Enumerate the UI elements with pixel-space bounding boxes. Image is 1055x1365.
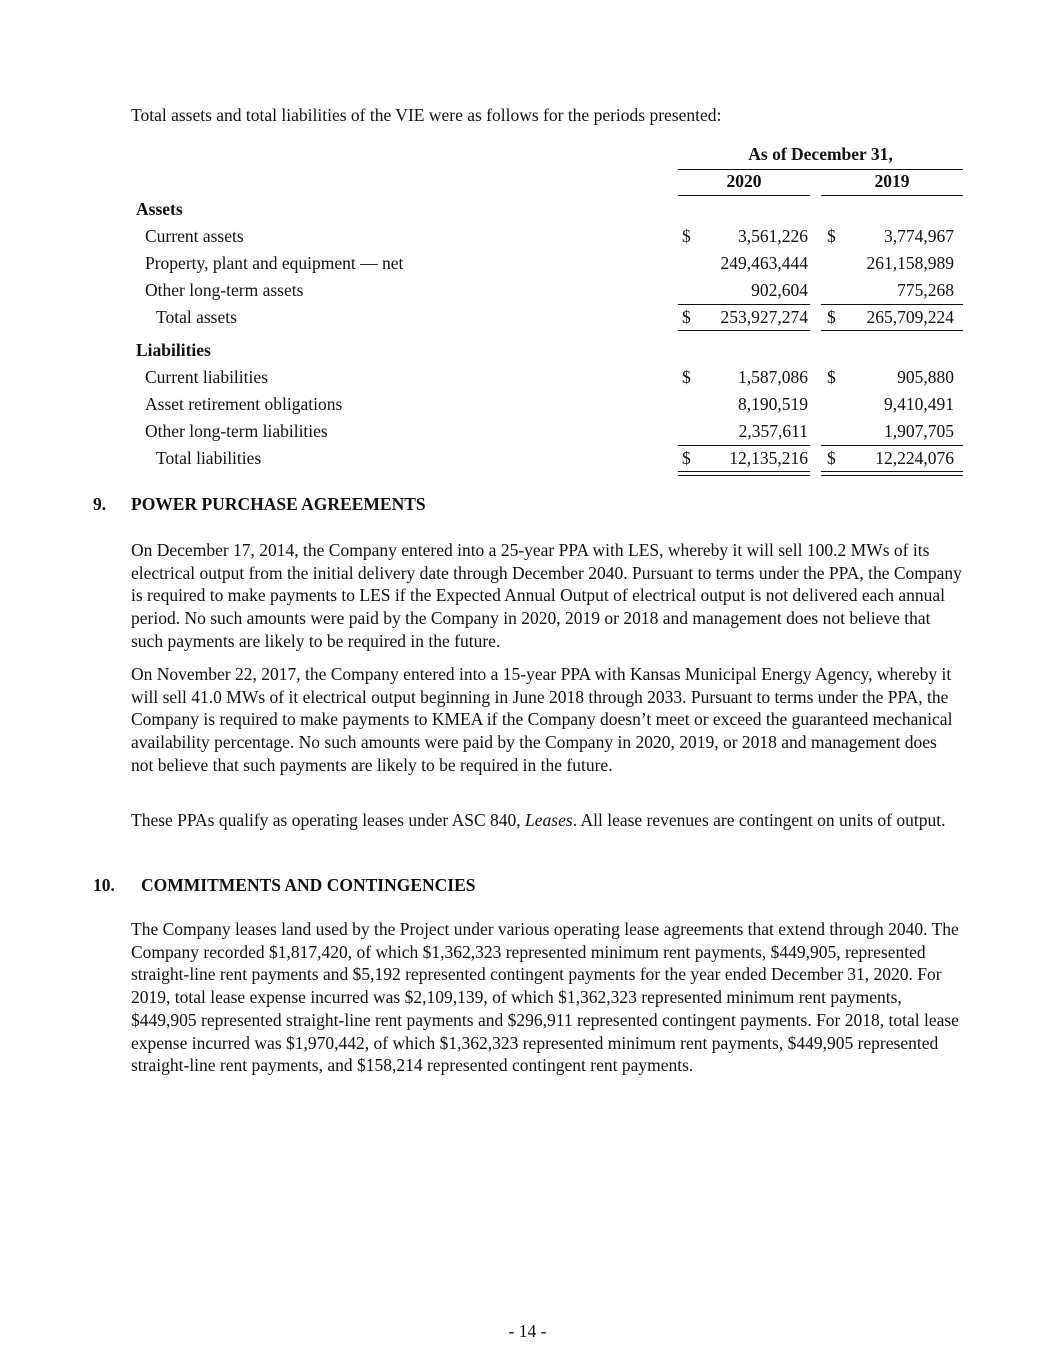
total-liabilities-2020: 12,135,216	[729, 448, 808, 468]
row-label: Property, plant and equipment — net	[145, 253, 404, 273]
total-rule-2020	[678, 330, 810, 331]
value-2020: 3,561,226	[738, 226, 808, 246]
currency-2019: $	[827, 367, 836, 387]
section-9-paragraph-2: On November 22, 2017, the Company entered into a 15-year PPA with Kansas Municipal Energy Agency, whereby it will sell 41.0 MWs of it electrical output beginning in June 2018 through 2033. Pursuant to terms under the PPA, the Company is required to make payments to KMEA if the Company doesn’t meet or exceed the guaranteed mechanical availability percentage. No such amounts were paid by the Company in 2020, 2019, or 2018 and management does not believe that such payments are likely to be required in the future.	[131, 664, 953, 775]
total-liabilities-label: Total liabilities	[156, 448, 262, 468]
double-rule-bottom-2019	[821, 475, 963, 476]
assets-heading: Assets	[136, 199, 183, 219]
double-rule-top-2020	[678, 471, 810, 472]
value-2020: 902,604	[751, 280, 808, 300]
currency-2020: $	[682, 448, 691, 468]
section-9-paragraph-3	[131, 809, 963, 832]
row-label: Asset retirement obligations	[145, 394, 343, 414]
section-9-paragraph-1: On December 17, 2014, the Company entered into a 25-year PPA with LES, whereby it will sell 100.2 MWs of its electrical output from the initial delivery date through December 2040. Pursuant to terms under the PPA, the Company is required to make payments to LES if the Expected Annual Output of electrical output is not delivered each annual period. No such amounts were paid by the Company in 2020, 2019 or 2018 and management does not believe that such payments are likely to be required in the future.	[131, 540, 962, 651]
liabilities-heading-row	[131, 337, 963, 363]
table-group-header: As of December 31,	[748, 144, 893, 164]
value-2019: 3,774,967	[884, 226, 954, 246]
currency-2020: $	[682, 226, 691, 246]
value-2019: 261,158,989	[866, 253, 954, 273]
value-2020: 8,190,519	[738, 394, 808, 414]
table-row	[131, 418, 963, 444]
section-9-title: POWER PURCHASE AGREEMENTS	[131, 494, 426, 514]
p3-text-italic: Leases	[525, 810, 573, 830]
currency-2019: $	[827, 226, 836, 246]
total-liabilities-row	[131, 445, 963, 471]
currency-2020: $	[682, 367, 691, 387]
table-row	[131, 391, 963, 417]
section-10-number: 10.	[93, 875, 115, 895]
currency-2019: $	[827, 307, 836, 327]
value-2020: 2,357,611	[738, 421, 808, 441]
value-2019: 905,880	[897, 367, 954, 387]
value-2020: 1,587,086	[738, 367, 808, 387]
total-assets-2020: 253,927,274	[720, 307, 808, 327]
table-row	[131, 364, 963, 390]
double-rule-top-2019	[821, 471, 963, 472]
double-rule-bottom-2020	[678, 475, 810, 476]
year-header-2019: 2019	[874, 171, 910, 191]
total-assets-label: Total assets	[156, 307, 237, 327]
group-header-rule	[678, 169, 963, 170]
p3-text-before: These PPAs qualify as operating leases under ASC 840,	[131, 810, 526, 830]
total-assets-2019: 265,709,224	[866, 307, 954, 327]
value-2019: 775,268	[897, 280, 954, 300]
intro-text: Total assets and total liabilities of the VIE were as follows for the periods presented:	[131, 105, 722, 125]
total-liabilities-2019: 12,224,076	[875, 448, 954, 468]
p3-text-after: . All lease revenues are contingent on units of output.	[572, 810, 946, 830]
section-9-number: 9.	[93, 494, 107, 514]
section-10-paragraph-1: The Company leases land used by the Project under various operating lease agreements that extend through 2040. The Company recorded $1,817,420, of which $1,362,323 represented minimum rent payments, $449,905, represented straight-line rent payments and $5,192 represented contingent payments for the year ended December 31, 2020. For 2019, total lease expense incurred was $2,109,139, of which $1,362,323 represented minimum rent payments, $449,905 represented straight-line rent payments and $296,911 represented contingent payments. For 2018, total lease expense incurred was $1,970,442, of which $1,362,323 represented minimum rent payments, $449,905 represented straight-line rent payments, and $158,214 represented contingent rent payments.	[131, 919, 959, 1076]
value-2020: 249,463,444	[720, 253, 808, 273]
value-2019: 9,410,491	[884, 394, 954, 414]
year-header-2020: 2020	[726, 171, 762, 191]
assets-heading-row	[131, 196, 963, 222]
row-label: Other long-term liabilities	[145, 421, 328, 441]
row-label: Current assets	[145, 226, 244, 246]
table-row	[131, 223, 963, 249]
total-rule-2019	[821, 330, 963, 331]
row-label: Other long-term assets	[145, 280, 304, 300]
currency-2020: $	[682, 307, 691, 327]
liabilities-heading: Liabilities	[136, 340, 211, 360]
row-label: Current liabilities	[145, 367, 268, 387]
value-2019: 1,907,705	[884, 421, 954, 441]
currency-2019: $	[827, 448, 836, 468]
table-row	[131, 250, 963, 276]
total-assets-row	[131, 304, 963, 330]
section-10-title: COMMITMENTS AND CONTINGENCIES	[141, 875, 476, 895]
page-number: - 14 -	[508, 1321, 547, 1341]
table-row	[131, 277, 963, 303]
